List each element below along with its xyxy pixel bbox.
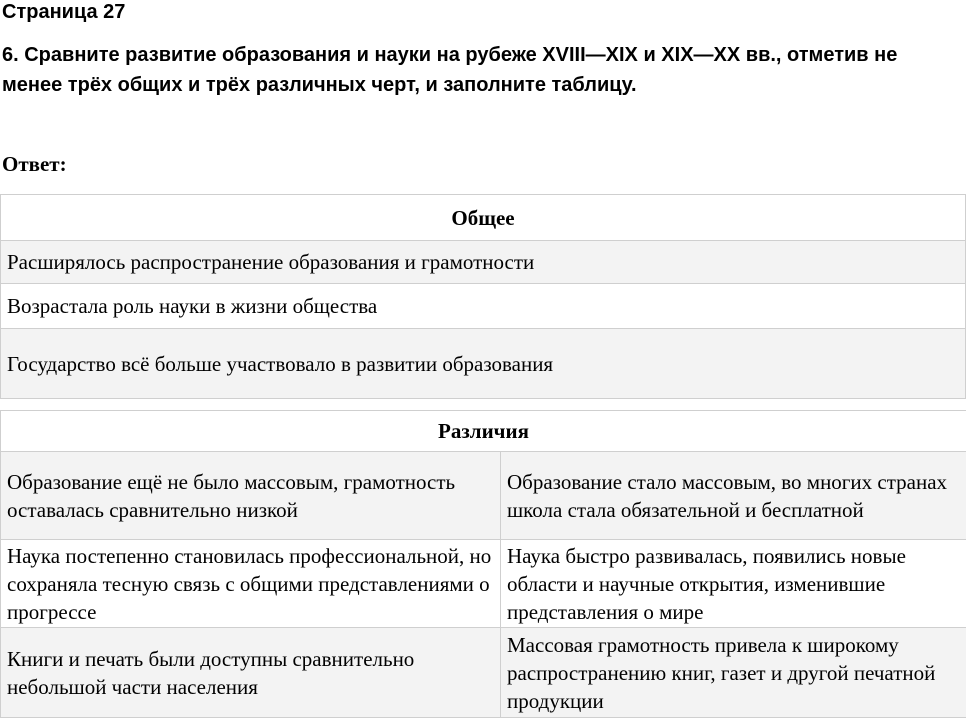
diff-cell-right: Массовая грамотность привела к широкому распространению книг, газет и другой печатной продукции — [501, 628, 966, 718]
common-cell: Возрастала роль науки в жизни общества — [1, 284, 966, 329]
differences-table — [0, 410, 966, 718]
page-title: Страница 27 — [2, 1, 126, 23]
common-table-header-row — [1, 195, 966, 241]
task-text: 6. Сравните развитие образования и науки на рубеже XVIII—XIX и XIX—XX вв., отметив не менее трёх общих и трёх различных черт, и заполните таблицу. — [2, 44, 898, 96]
diff-cell-left: Наука постепенно становилась профессиональной, но сохраняла тесную связь с общими представлениями о прогрессе — [1, 540, 501, 628]
diff-cell-right: Наука быстро развивалась, появились новые области и научные открытия, изменившие представления о мире — [501, 540, 966, 628]
diff-table-header: Различия — [1, 411, 966, 452]
diff-cell-left: Образование ещё не было массовым, грамотность оставалась сравнительно низкой — [1, 452, 501, 540]
table-row — [1, 540, 966, 628]
table-row — [1, 329, 966, 399]
common-table-header: Общее — [1, 195, 966, 241]
diff-table-header-row — [1, 411, 966, 452]
diff-cell-right: Образование стало массовым, во многих странах школа стала обязательной и бесплатной — [501, 452, 966, 540]
table-row — [1, 628, 966, 718]
answer-label: Ответ: — [2, 152, 67, 176]
common-table — [0, 194, 966, 399]
table-row — [1, 284, 966, 329]
common-cell: Государство всё больше участвовало в развитии образования — [1, 329, 966, 399]
common-cell: Расширялось распространение образования и грамотности — [1, 241, 966, 284]
diff-cell-left: Книги и печать были доступны сравнительно небольшой части населения — [1, 628, 501, 718]
table-row — [1, 452, 966, 540]
table-row — [1, 241, 966, 284]
